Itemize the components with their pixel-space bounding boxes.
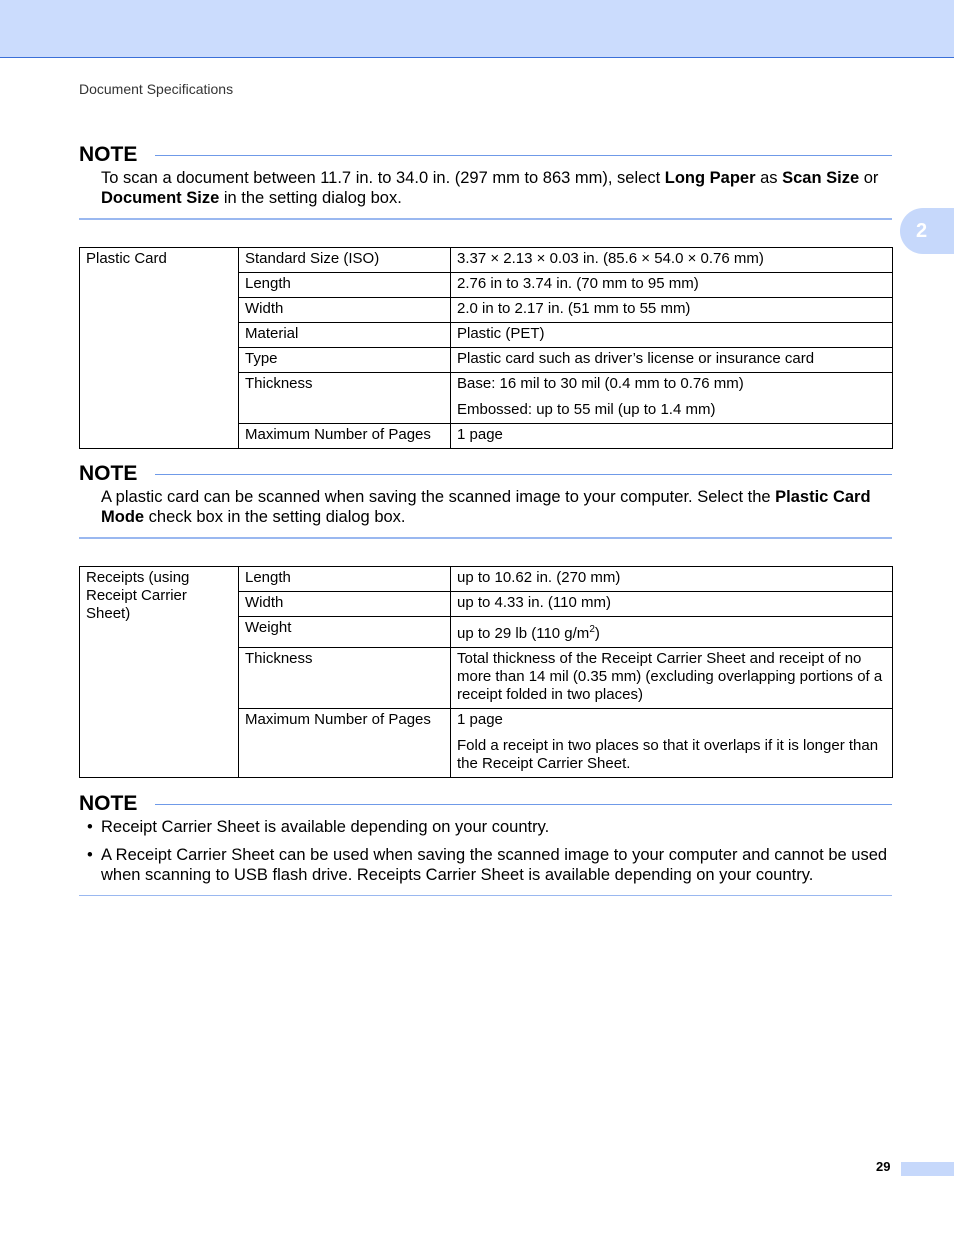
document-size-label: Document Size	[101, 189, 220, 207]
header-band	[0, 0, 954, 58]
list-item-text: Receipt Carrier Sheet is available depending on your country.	[101, 818, 550, 836]
footer-bar	[901, 1162, 954, 1176]
bullet-icon: •	[87, 846, 93, 864]
scan-size-label: Scan Size	[782, 169, 860, 187]
page-number: 29	[876, 1159, 891, 1174]
note-text: in the setting dialog box.	[219, 189, 402, 207]
superscript: 2	[589, 624, 595, 635]
weight-value-end: )	[594, 625, 600, 642]
spec-value: 1 page	[451, 424, 893, 449]
spec-value-line: Base: 16 mil to 30 mil (0.4 mm to 0.76 mm)	[457, 375, 744, 392]
spec-label: Maximum Number of Pages	[239, 424, 451, 449]
spec-value: Plastic (PET)	[451, 323, 893, 348]
spec-value	[451, 709, 893, 778]
table-row	[80, 248, 893, 273]
spec-value-line: Embossed: up to 55 mil (up to 1.4 mm)	[457, 401, 716, 418]
note-rule	[155, 804, 892, 805]
spec-value-line: 1 page	[457, 711, 503, 728]
plastic-card-spec-table	[79, 247, 893, 449]
spec-value-line: Fold a receipt in two places so that it overlaps if it is longer than the Receipt Carrier Sheet.	[457, 737, 879, 772]
spec-value	[451, 617, 893, 648]
list-item	[87, 817, 892, 837]
note-title: NOTE	[79, 462, 138, 485]
spec-label: Length	[239, 567, 451, 592]
note-header	[79, 463, 892, 485]
note-title: NOTE	[79, 792, 138, 815]
running-head: Document Specifications	[79, 81, 234, 97]
spec-value: 2.0 in to 2.17 in. (51 mm to 55 mm)	[451, 298, 893, 323]
note-bottom-rule	[79, 218, 892, 220]
category-cell: Plastic Card	[80, 248, 239, 449]
note-rule	[155, 474, 892, 475]
note-text: A plastic card can be scanned when saving the scanned image to your computer. Select the	[101, 488, 776, 506]
plastic-card-mode-label: Plastic Card Mode	[101, 488, 871, 526]
spec-value: Total thickness of the Receipt Carrier Sheet and receipt of no more than 14 mil (0.35 mm) (excluding overlapping portions of a receipt folded in two places)	[451, 648, 893, 709]
receipt-spec-table	[79, 566, 893, 778]
list-item	[87, 845, 892, 885]
spec-label: Thickness	[239, 373, 451, 424]
spec-label: Thickness	[239, 648, 451, 709]
note-header	[79, 793, 892, 815]
note-text: as	[755, 169, 783, 187]
note-2-text	[101, 487, 892, 527]
note-bottom-rule	[79, 537, 892, 539]
weight-value: up to 29 lb (110 g/m	[457, 625, 590, 642]
chapter-tab	[900, 208, 954, 254]
note-header	[79, 144, 892, 166]
long-paper-label: Long Paper	[664, 169, 756, 187]
note-text: check box in the setting dialog box.	[144, 508, 406, 526]
list-item-text: A Receipt Carrier Sheet can be used when saving the scanned image to your computer and cannot be used when scanning to USB flash drive. Receipts Carrier Sheet is available depending on your country.	[101, 846, 888, 884]
note-3-text	[87, 817, 892, 893]
spec-value: Plastic card such as driver’s license or insurance card	[451, 348, 893, 373]
category-cell: Receipts (using Receipt Carrier Sheet)	[80, 567, 239, 778]
note-1-text	[101, 168, 892, 208]
note-bullet-list	[87, 817, 892, 885]
spec-label: Type	[239, 348, 451, 373]
spec-label: Weight	[239, 617, 451, 648]
note-title: NOTE	[79, 143, 138, 166]
table-row	[80, 567, 893, 592]
chapter-number: 2	[916, 219, 928, 242]
note-rule	[155, 155, 892, 156]
spec-value: up to 10.62 in. (270 mm)	[451, 567, 893, 592]
note-text: To scan a document between 11.7 in. to 34.0 in. (297 mm to 863 mm), select	[101, 169, 665, 187]
spec-label: Maximum Number of Pages	[239, 709, 451, 778]
spec-value: up to 4.33 in. (110 mm)	[451, 592, 893, 617]
spec-label: Width	[239, 592, 451, 617]
spec-label: Material	[239, 323, 451, 348]
spec-value	[451, 373, 893, 424]
spec-label: Width	[239, 298, 451, 323]
note-bottom-rule	[79, 895, 892, 896]
spec-value: 2.76 in to 3.74 in. (70 mm to 95 mm)	[451, 273, 893, 298]
spec-label: Length	[239, 273, 451, 298]
bullet-icon: •	[87, 818, 93, 836]
note-text: or	[859, 169, 879, 187]
spec-label: Standard Size (ISO)	[239, 248, 451, 273]
spec-value: 3.37 × 2.13 × 0.03 in. (85.6 × 54.0 × 0.76 mm)	[451, 248, 893, 273]
